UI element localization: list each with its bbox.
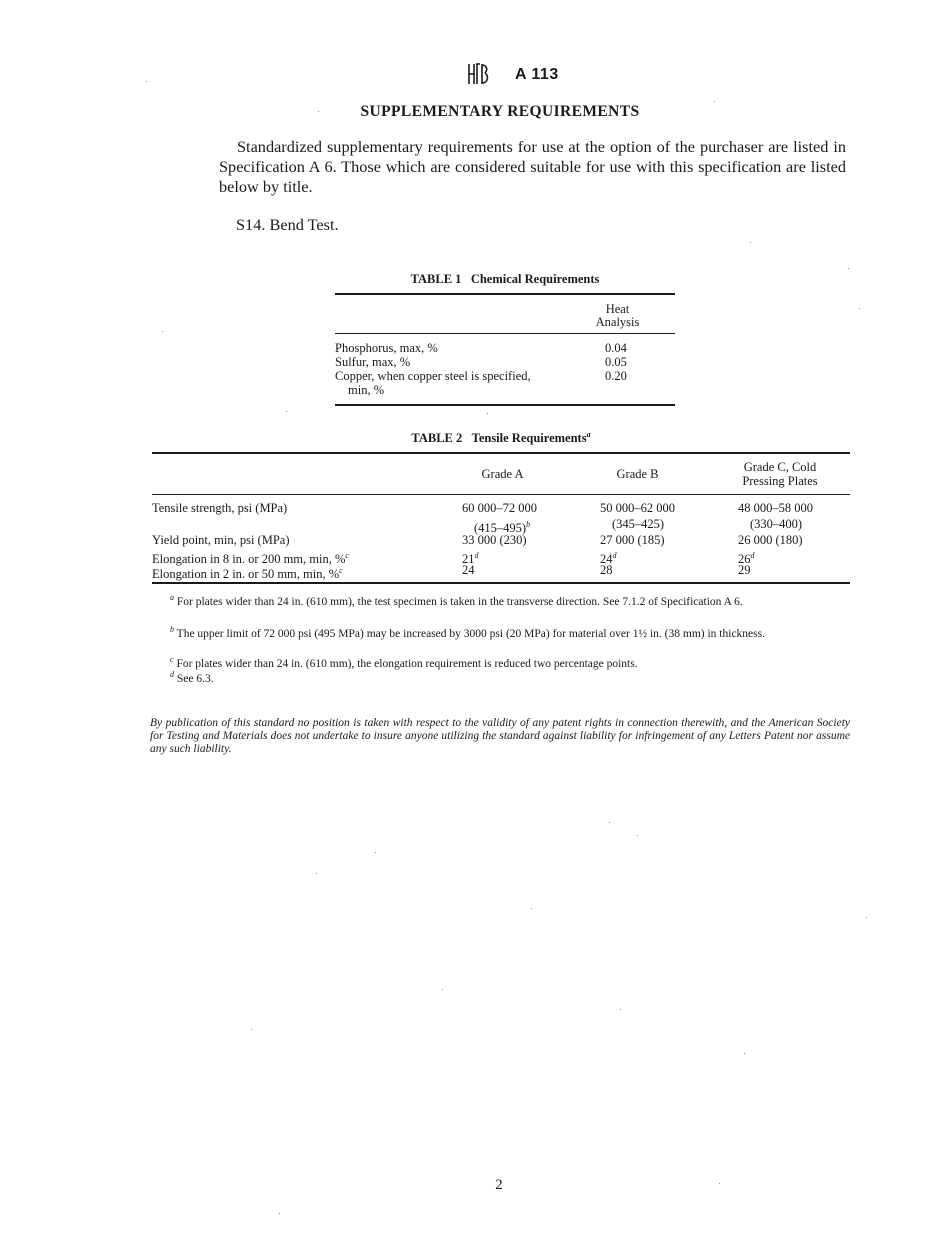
table1-number: TABLE 1 xyxy=(410,272,462,286)
table2-bottom-rule xyxy=(152,582,850,584)
column-grade-c: Grade C, Cold Pressing Plates xyxy=(742,460,818,488)
scan-speck xyxy=(318,111,319,112)
table2-caption-note: a xyxy=(586,430,591,439)
scan-speck xyxy=(719,1183,720,1184)
scan-speck xyxy=(859,308,860,309)
row-value: 0.20 xyxy=(605,369,627,383)
scan-speck xyxy=(146,81,147,82)
cell-elong2-a: 24 xyxy=(462,563,475,577)
column-grade-a: Grade A xyxy=(481,467,524,481)
row-label-tensile: Tensile strength, psi (MPa) xyxy=(152,501,288,515)
footnote-d: $^d$ See 6.3. xyxy=(170,670,214,685)
cell-elong8-a: 21$^d$ xyxy=(462,551,479,567)
scan-speck xyxy=(620,1009,621,1010)
scan-speck xyxy=(637,835,638,836)
cell-yield-a: 33 000 (230) xyxy=(462,533,527,547)
cell-yield-b: 27 000 (185) xyxy=(600,533,665,547)
cell-tensile-b: 50 000–62 000 xyxy=(600,501,675,515)
cell-elong8-c: 26$^d$ xyxy=(738,551,755,567)
scan-speck xyxy=(744,1053,745,1054)
cell-elong2-c: 29 xyxy=(738,563,751,577)
row-value: 0.05 xyxy=(605,355,627,369)
footnote-a: $^a$ For plates wider than 24 in. (610 mm), the test specimen is taken in the transverse direction. See 7.1.2 of Specification A 6. xyxy=(170,593,743,608)
table-row xyxy=(335,355,675,369)
cell-tensile-c-si: (330–400) xyxy=(750,517,803,531)
row-label-yield: Yield point, min, psi (MPa) xyxy=(152,533,290,547)
footnote-b: $^b$ The upper limit of 72 000 psi (495 MPa) may be increased by 3000 psi (20 MPa) for material over 1½ in. (38 mm) in thickness. xyxy=(170,625,765,640)
row-label-elong2: Elongation in 2 in. or 50 mm, min, %$^c$ xyxy=(152,566,343,582)
cell-tensile-a: 60 000–72 000 xyxy=(462,501,537,515)
document-code: A 113 xyxy=(515,66,559,83)
row-value: 0.04 xyxy=(605,341,627,355)
row-label-elong8: Elongation in 8 in. or 200 mm, min, %$^c$ xyxy=(152,551,349,567)
cell-tensile-a-si: $(415-495)^b$ xyxy=(474,520,531,536)
scan-speck xyxy=(162,331,163,332)
cell-tensile-b-si: (345–425) xyxy=(612,517,665,531)
cell-yield-c: 26 000 (180) xyxy=(738,533,803,547)
scan-speck xyxy=(848,268,849,269)
table2-number: TABLE 2 xyxy=(411,431,463,446)
scan-speck xyxy=(251,1029,252,1030)
table1-body xyxy=(335,334,675,404)
table2-header xyxy=(152,454,850,494)
table-row xyxy=(335,369,675,397)
patent-disclaimer: By publication of this standard no position is taken with respect to the validity of any patent rights in connection therewith, and the American Society for Testing and Materials does not undertake to insure anyone utilizing the standard against liability for infringement of any Letters Patent nor assume any such liability. xyxy=(150,717,850,755)
supplementary-heading: SUPPLEMENTARY REQUIREMENTS xyxy=(360,103,640,120)
intro-paragraph: Standardized supplementary requirements for use at the option of the purchaser are listed in Specification A 6. Those which are considered suitable for use with this specification are listed below by title. xyxy=(219,137,846,196)
row-label: Phosphorus, max, % xyxy=(335,341,438,355)
cell-elong2-b: 28 xyxy=(600,563,613,577)
table1 xyxy=(335,293,675,406)
table1-bottom-rule xyxy=(335,404,675,406)
table1-header xyxy=(335,295,675,333)
scan-speck xyxy=(316,873,317,874)
scan-speck xyxy=(442,989,443,990)
table1-column-header: Heat Analysis xyxy=(595,302,640,329)
row-label: Sulfur, max, % xyxy=(335,355,411,369)
astm-logo-icon xyxy=(466,62,490,86)
footnote-c: $^c$ For plates wider than 24 in. (610 mm), the elongation requirement is reduced two percentage points. xyxy=(170,655,638,670)
cell-elong8-b: 24$^d$ xyxy=(600,551,617,567)
supplementary-item: S14. Bend Test. xyxy=(236,215,339,234)
scan-speck xyxy=(750,242,751,243)
scan-speck xyxy=(866,917,867,918)
table2-caption xyxy=(152,430,850,446)
scan-speck xyxy=(714,101,715,102)
table1-title: Chemical Requirements xyxy=(470,272,600,286)
table2-title: Tensile Requirements xyxy=(471,431,587,446)
column-grade-b: Grade B xyxy=(616,467,659,481)
scan-speck xyxy=(375,852,376,853)
scan-speck xyxy=(487,413,488,414)
table-row xyxy=(335,341,675,355)
scan-speck xyxy=(609,822,610,823)
scan-speck xyxy=(531,908,532,909)
scan-speck xyxy=(286,411,287,412)
page-number: 2 xyxy=(495,1177,503,1193)
scan-speck xyxy=(279,1213,280,1214)
row-label: Copper, when copper steel is specified, min, % xyxy=(335,369,531,397)
cell-tensile-c: 48 000–58 000 xyxy=(738,501,813,515)
table1-caption xyxy=(335,272,675,287)
